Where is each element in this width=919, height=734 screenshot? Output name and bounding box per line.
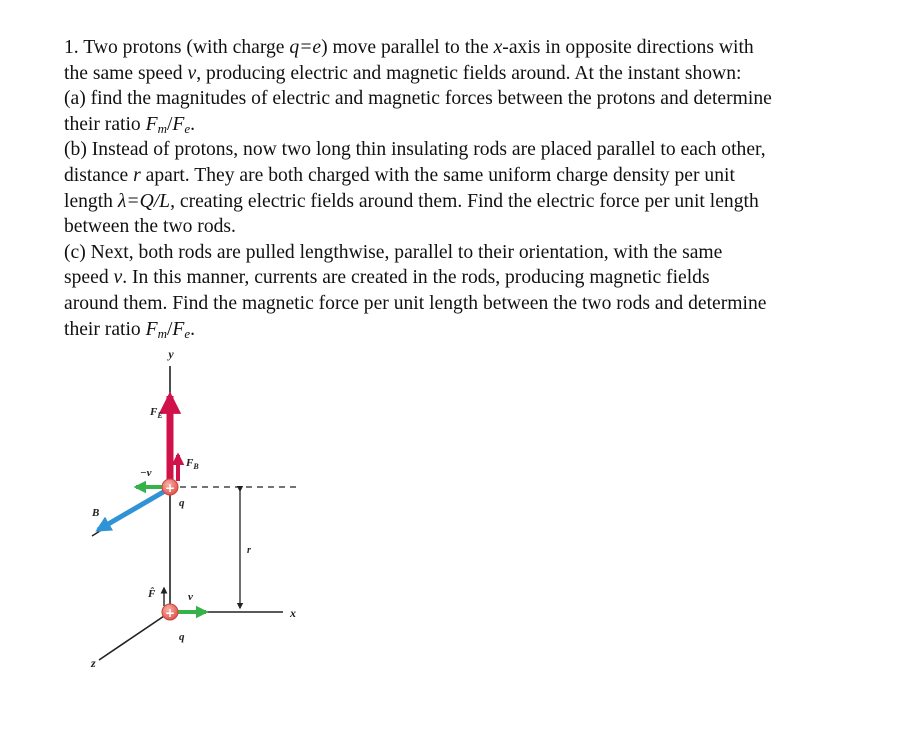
x-axis-label: x [290, 606, 296, 620]
part-b-line-4: between the two rods. [64, 216, 236, 238]
neg-v-label: −v [140, 467, 152, 479]
b-label: B [92, 507, 100, 519]
v-label: v [188, 591, 193, 603]
part-c-line-1: (c) Next, both rods are pulled lengthwise, parallel to their orientation, with the same [64, 241, 723, 263]
fb-label-sub: B [193, 462, 199, 471]
part-b-line-3: length λ=Q/L, creating electric fields around them. Find the electric force per unit length [64, 190, 759, 212]
intro-line-1: 1. Two protons (with charge q=e) move parallel to the x-axis in opposite directions with [64, 37, 754, 58]
proton-top-plus: + [164, 481, 176, 495]
fe-label-sub: E [157, 411, 163, 420]
z-axis [99, 612, 170, 660]
part-b-line-1: (b) Instead of protons, now two long thin insulating rods are placed parallel to each other, [64, 139, 766, 161]
q-top-label: q [179, 497, 185, 509]
fb-label-main: F [186, 457, 194, 469]
z-axis-label: z [91, 656, 96, 670]
part-a-line-2: their ratio $F_m/F_e$. [64, 113, 196, 136]
part-b-line-2: distance r apart. They are both charged with the same uniform charge density per unit [64, 164, 735, 186]
proton-bottom-plus: + [164, 606, 176, 620]
fb-label [185, 457, 199, 471]
part-c-line-3: around them. Find the magnetic force per unit length between the two rods and determine [64, 292, 767, 314]
y-axis-label: y [168, 347, 174, 361]
part-c-line-2: speed v. In this manner, currents are created in the rods, producing magnetic fields [64, 267, 710, 289]
fe-label [149, 406, 163, 420]
part-c-line-4: their ratio $F_m/F_e$. [64, 318, 196, 341]
r-label: r [247, 545, 251, 556]
q-bottom-label: q [179, 631, 185, 643]
intro-line-2: the same speed v, producing electric and magnetic fields around. At the instant shown: [64, 62, 742, 84]
f-hat-label: F̂ [148, 588, 156, 600]
magnetic-field-arrow [98, 491, 165, 530]
fe-label-main: F [150, 406, 158, 418]
part-a-line-1: (a) find the magnitudes of electric and magnetic forces between the protons and determine [64, 88, 772, 110]
